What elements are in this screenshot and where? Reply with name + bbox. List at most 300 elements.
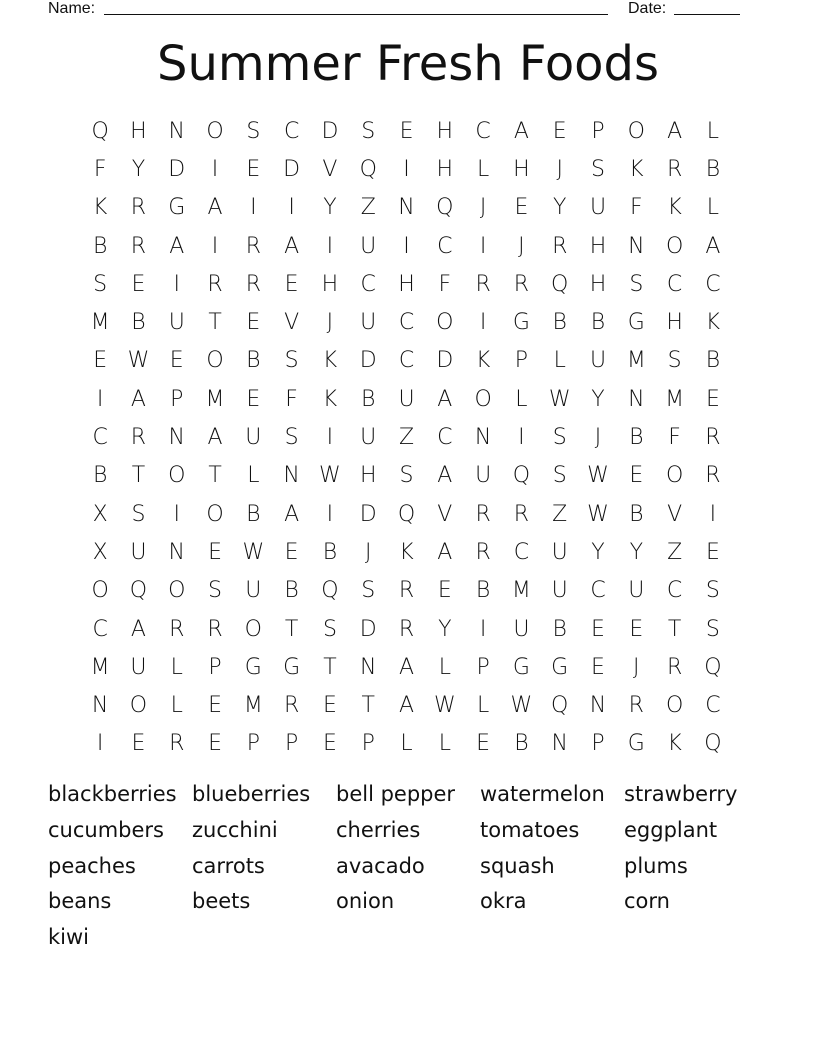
grid-cell: B [629, 501, 644, 527]
grid-cell: P [514, 348, 529, 374]
grid-cell: A [169, 233, 185, 259]
grid-cell: D [359, 501, 377, 527]
grid-cell: R [475, 501, 491, 527]
grid-cell: E [591, 654, 605, 680]
grid-cell: O [627, 118, 645, 144]
grid-cell: S [284, 348, 299, 374]
grid-cell: A [284, 233, 300, 259]
grid-cell: F [629, 195, 643, 221]
grid-cell: C [92, 616, 108, 642]
grid-cell: S [629, 271, 644, 297]
grid-cell: U [589, 195, 607, 221]
name-label: Name: [48, 0, 96, 17]
grid-cell: H [589, 233, 607, 259]
grid-cell: T [208, 310, 222, 336]
grid-cell: Q [551, 693, 569, 719]
grid-cell: I [173, 271, 180, 297]
grid-cell: G [283, 654, 301, 680]
grid-cell: R [245, 233, 261, 259]
grid-cell: W [587, 463, 609, 489]
grid-cell: K [705, 310, 721, 336]
grid-cell: H [589, 271, 607, 297]
grid-cell: A [284, 501, 300, 527]
grid-cell: E [284, 271, 299, 297]
grid-cell: J [326, 310, 334, 336]
grid-cell: C [705, 693, 721, 719]
grid-cell: Q [551, 271, 569, 297]
grid-cell: W [319, 463, 341, 489]
grid-cell: N [551, 731, 568, 757]
grid-cell: E [629, 463, 644, 489]
grid-cell: Y [629, 539, 644, 565]
grid-cell: I [326, 233, 334, 259]
grid-cell: R [666, 156, 683, 182]
grid-cell: N [474, 425, 492, 451]
letter-grid [81, 112, 732, 763]
grid-cell: O [665, 693, 684, 719]
grid-cell: C [666, 578, 683, 604]
grid-cell: L [170, 654, 183, 680]
grid-cell: A [667, 118, 683, 144]
grid-cell: B [590, 310, 606, 336]
grid-cell: T [284, 616, 299, 642]
grid-cell: K [322, 348, 338, 374]
grid-cell: Z [398, 425, 415, 451]
word-list-item: peaches [48, 853, 136, 878]
grid-cell: R [169, 616, 185, 642]
grid-cell: E [629, 616, 644, 642]
grid-cell: E [169, 348, 184, 374]
grid-cell: J [633, 654, 640, 680]
grid-cell: B [322, 539, 338, 565]
grid-cell: W [433, 693, 456, 719]
grid-cell: R [513, 271, 530, 297]
word-list-item: strawberry [624, 782, 738, 806]
grid-cell: Y [131, 156, 146, 182]
grid-cell: I [479, 233, 487, 259]
grid-cell: P [284, 731, 299, 757]
word-list-item: beans [48, 889, 112, 914]
grid-cell: B [705, 348, 721, 374]
grid-cell: T [131, 463, 146, 489]
grid-cell: W [242, 539, 265, 565]
name-date-header [48, 0, 748, 20]
grid-cell: Q [436, 195, 454, 221]
word-list-item: tomatoes [480, 817, 580, 842]
grid-cell: D [359, 616, 377, 642]
grid-cell: E [131, 271, 146, 297]
grid-cell: S [399, 463, 414, 489]
word-list-item: watermelon [480, 782, 605, 806]
grid-cell: U [589, 348, 607, 374]
grid-cell: R [130, 195, 147, 221]
grid-cell: B [361, 386, 376, 412]
grid-cell: C [513, 539, 530, 565]
grid-cell: X [92, 501, 108, 527]
grid-cell: D [321, 118, 339, 144]
grid-cell: B [92, 233, 108, 259]
grid-cell: I [96, 731, 104, 757]
grid-cell: Q [704, 731, 722, 757]
grid-cell: R [552, 233, 568, 259]
grid-cell: P [476, 654, 490, 680]
grid-cell: K [629, 156, 644, 182]
grid-cell: C [92, 425, 108, 451]
grid-cell: G [512, 654, 530, 680]
grid-cell: Q [129, 578, 148, 604]
grid-cell: Z [552, 501, 568, 527]
grid-cell: K [475, 348, 491, 374]
grid-cell: S [93, 271, 108, 297]
grid-cell: G [627, 310, 645, 336]
grid-cell: L [438, 731, 451, 757]
grid-cell: M [90, 310, 110, 336]
grid-cell: I [479, 616, 487, 642]
grid-cell: N [398, 195, 415, 221]
grid-cell: E [208, 539, 222, 565]
word-list-item: squash [480, 853, 555, 878]
grid-cell: N [628, 386, 645, 412]
grid-cell: P [246, 731, 260, 757]
grid-cell: D [359, 348, 377, 374]
grid-cell: O [91, 578, 109, 604]
grid-cell: H [398, 271, 415, 297]
grid-cell: T [667, 616, 682, 642]
grid-cell: O [665, 233, 684, 259]
grid-cell: E [246, 386, 261, 412]
grid-cell: J [364, 539, 372, 565]
grid-cell: B [246, 501, 261, 527]
grid-cell: B [246, 348, 261, 374]
grid-cell: U [398, 386, 415, 412]
grid-cell: S [705, 616, 720, 642]
word-list-item: carrots [192, 853, 265, 878]
grid-cell: F [93, 156, 107, 182]
grid-cell: U [475, 463, 492, 489]
grid-cell: U [551, 578, 568, 604]
grid-cell: B [92, 463, 108, 489]
grid-cell: K [667, 731, 682, 757]
grid-cell: N [168, 118, 185, 144]
grid-cell: R [169, 731, 185, 757]
grid-cell: H [436, 118, 454, 144]
grid-cell: O [206, 501, 224, 527]
grid-cell: W [587, 501, 609, 527]
grid-cell: R [398, 616, 415, 642]
grid-cell: I [709, 501, 717, 527]
grid-cell: G [512, 310, 530, 336]
grid-cell: S [361, 118, 376, 144]
grid-cell: S [284, 425, 299, 451]
word-list [48, 777, 768, 956]
grid-cell: P [591, 731, 605, 757]
grid-cell: K [322, 386, 338, 412]
name-blank-line[interactable] [104, 14, 608, 15]
word-list-item: beets [192, 889, 251, 914]
grid-cell: U [360, 425, 377, 451]
grid-cell: F [668, 425, 681, 451]
grid-cell: B [629, 425, 644, 451]
grid-cell: H [321, 271, 339, 297]
grid-cell: A [705, 233, 721, 259]
grid-cell: N [283, 463, 300, 489]
grid-cell: C [475, 118, 491, 144]
grid-cell: R [245, 271, 261, 297]
grid-cell: V [322, 156, 338, 182]
grid-cell: M [243, 693, 263, 719]
grid-cell: L [170, 693, 183, 719]
grid-cell: D [168, 156, 186, 182]
grid-cell: E [93, 348, 108, 374]
grid-cell: Q [91, 118, 109, 144]
grid-cell: O [129, 693, 148, 719]
grid-cell: O [436, 310, 454, 336]
grid-cell: C [437, 425, 453, 451]
grid-cell: U [245, 578, 262, 604]
word-list-item: cherries [336, 817, 421, 842]
grid-cell: L [706, 195, 720, 221]
grid-cell: K [667, 195, 682, 221]
grid-cell: C [398, 348, 415, 374]
grid-cell: I [96, 386, 104, 412]
word-list-item: blueberries [192, 782, 311, 806]
grid-cell: I [211, 156, 219, 182]
grid-cell: B [514, 731, 529, 757]
grid-cell: B [475, 578, 491, 604]
page-title: Summer Fresh Foods [156, 36, 660, 92]
grid-cell: I [326, 425, 334, 451]
grid-cell: S [705, 578, 720, 604]
grid-cell: A [437, 539, 453, 565]
grid-cell: S [208, 578, 223, 604]
grid-cell: S [667, 348, 682, 374]
grid-cell: R [130, 425, 147, 451]
grid-cell: S [322, 616, 337, 642]
grid-cell: K [399, 539, 414, 565]
grid-cell: Z [360, 195, 376, 221]
date-label: Date: [628, 0, 667, 17]
grid-cell: Q [512, 463, 531, 489]
date-blank-line[interactable] [674, 14, 740, 15]
grid-cell: A [437, 463, 453, 489]
grid-cell: M [626, 348, 646, 374]
grid-cell: L [438, 654, 451, 680]
grid-cell: O [665, 463, 684, 489]
grid-cell: W [548, 386, 571, 412]
grid-cell: V [284, 310, 300, 336]
grid-cell: E [246, 156, 261, 182]
grid-cell: A [437, 386, 453, 412]
grid-cell: Z [667, 539, 683, 565]
grid-cell: S [591, 156, 605, 182]
grid-cell: M [90, 654, 110, 680]
grid-cell: I [479, 310, 487, 336]
grid-cell: I [518, 425, 525, 451]
word-list-item: blackberries [48, 782, 177, 806]
grid-cell: S [361, 578, 376, 604]
grid-cell: U [168, 310, 185, 336]
grid-cell: E [705, 386, 720, 412]
grid-cell: E [322, 731, 337, 757]
grid-cell: K [92, 195, 108, 221]
grid-cell: U [360, 233, 377, 259]
grid-cell: C [666, 271, 683, 297]
word-list-item: okra [480, 889, 527, 914]
grid-cell: O [244, 616, 262, 642]
word-list-item: eggplant [624, 817, 718, 842]
grid-cell: A [207, 425, 223, 451]
grid-cell: H [436, 156, 454, 182]
grid-cell: R [207, 616, 223, 642]
grid-cell: Y [591, 386, 605, 412]
grid-cell: C [437, 233, 453, 259]
word-list-item: corn [624, 889, 670, 914]
grid-cell: E [437, 578, 452, 604]
grid-cell: Q [397, 501, 416, 527]
grid-cell: U [245, 425, 262, 451]
grid-cell: C [705, 271, 721, 297]
grid-cell: E [552, 118, 567, 144]
grid-cell: W [510, 693, 533, 719]
grid-cell: L [515, 386, 528, 412]
grid-cell: N [628, 233, 645, 259]
grid-cell: U [513, 616, 530, 642]
grid-cell: U [130, 654, 147, 680]
grid-cell: I [288, 195, 295, 221]
grid-cell: P [361, 731, 375, 757]
grid-cell: B [284, 578, 299, 604]
word-list-item: kiwi [48, 925, 90, 950]
grid-cell: N [589, 693, 607, 719]
grid-cell: R [705, 425, 721, 451]
grid-cell: R [475, 271, 491, 297]
grid-cell: M [511, 578, 531, 604]
grid-cell: A [513, 118, 529, 144]
grid-cell: R [705, 463, 721, 489]
grid-cell: I [173, 501, 180, 527]
grid-cell: V [667, 501, 683, 527]
grid-cell: R [398, 578, 415, 604]
grid-cell: D [283, 156, 301, 182]
grid-cell: A [130, 616, 146, 642]
grid-cell: T [361, 693, 375, 719]
grid-cell: H [130, 118, 147, 144]
grid-cell: P [591, 118, 605, 144]
grid-cell: L [476, 693, 490, 719]
grid-cell: Q [359, 156, 377, 182]
grid-cell: A [398, 693, 415, 719]
grid-cell: B [131, 310, 146, 336]
grid-cell: S [552, 425, 567, 451]
grid-cell: C [360, 271, 376, 297]
grid-cell: O [168, 463, 186, 489]
grid-cell: O [206, 348, 224, 374]
grid-cell: N [168, 539, 185, 565]
grid-cell: F [285, 386, 298, 412]
grid-cell: Y [323, 195, 337, 221]
grid-cell: X [92, 539, 108, 565]
grid-cell: R [475, 539, 491, 565]
grid-cell: C [398, 310, 415, 336]
grid-cell: R [130, 233, 147, 259]
grid-cell: N [168, 425, 185, 451]
grid-cell: L [706, 118, 720, 144]
grid-cell: E [208, 693, 222, 719]
grid-cell: E [514, 195, 529, 221]
grid-cell: E [705, 539, 720, 565]
grid-cell: R [207, 271, 223, 297]
grid-cell: I [403, 156, 410, 182]
grid-cell: P [208, 654, 222, 680]
word-list-item: avacado [336, 853, 425, 878]
grid-cell: E [476, 731, 491, 757]
grid-cell: N [359, 654, 377, 680]
grid-cell: L [247, 463, 260, 489]
grid-cell: A [207, 195, 223, 221]
grid-cell: C [283, 118, 300, 144]
grid-cell: E [246, 310, 261, 336]
grid-cell: G [244, 654, 262, 680]
grid-cell: E [591, 616, 605, 642]
grid-cell: U [551, 539, 568, 565]
grid-cell: W [127, 348, 150, 374]
grid-cell: Y [438, 616, 452, 642]
grid-cell: T [208, 463, 222, 489]
word-list-item: onion [336, 889, 395, 914]
grid-cell: T [323, 654, 337, 680]
grid-cell: U [130, 539, 147, 565]
grid-cell: A [398, 654, 415, 680]
grid-cell: I [250, 195, 257, 221]
word-list-item: plums [624, 853, 688, 878]
grid-cell: G [168, 195, 186, 221]
grid-cell: P [170, 386, 184, 412]
grid-cell: Q [321, 578, 339, 604]
grid-cell: G [627, 731, 645, 757]
grid-cell: U [628, 578, 645, 604]
grid-cell: I [211, 233, 219, 259]
grid-cell: R [628, 693, 644, 719]
grid-cell: L [553, 348, 566, 374]
grid-cell: R [283, 693, 300, 719]
grid-cell: S [131, 501, 146, 527]
grid-cell: J [556, 156, 563, 182]
grid-cell: V [437, 501, 453, 527]
grid-cell: Y [552, 195, 567, 221]
grid-cell: D [436, 348, 454, 374]
grid-cell: Y [591, 539, 605, 565]
grid-cell: O [168, 578, 186, 604]
grid-cell: B [705, 156, 721, 182]
grid-cell: E [208, 731, 222, 757]
grid-cell: H [513, 156, 530, 182]
grid-cell: M [205, 386, 225, 412]
grid-cell: E [399, 118, 414, 144]
grid-cell: J [518, 233, 525, 259]
grid-cell: N [91, 693, 109, 719]
grid-cell: G [551, 654, 569, 680]
grid-cell: S [552, 463, 567, 489]
grid-cell: H [359, 463, 377, 489]
grid-cell: E [131, 731, 146, 757]
grid-cell: L [400, 731, 413, 757]
grid-cell: O [474, 386, 492, 412]
grid-cell: E [284, 539, 299, 565]
grid-cell: A [130, 386, 146, 412]
grid-cell: I [326, 501, 334, 527]
grid-cell: R [666, 654, 683, 680]
grid-cell: Q [704, 654, 722, 680]
